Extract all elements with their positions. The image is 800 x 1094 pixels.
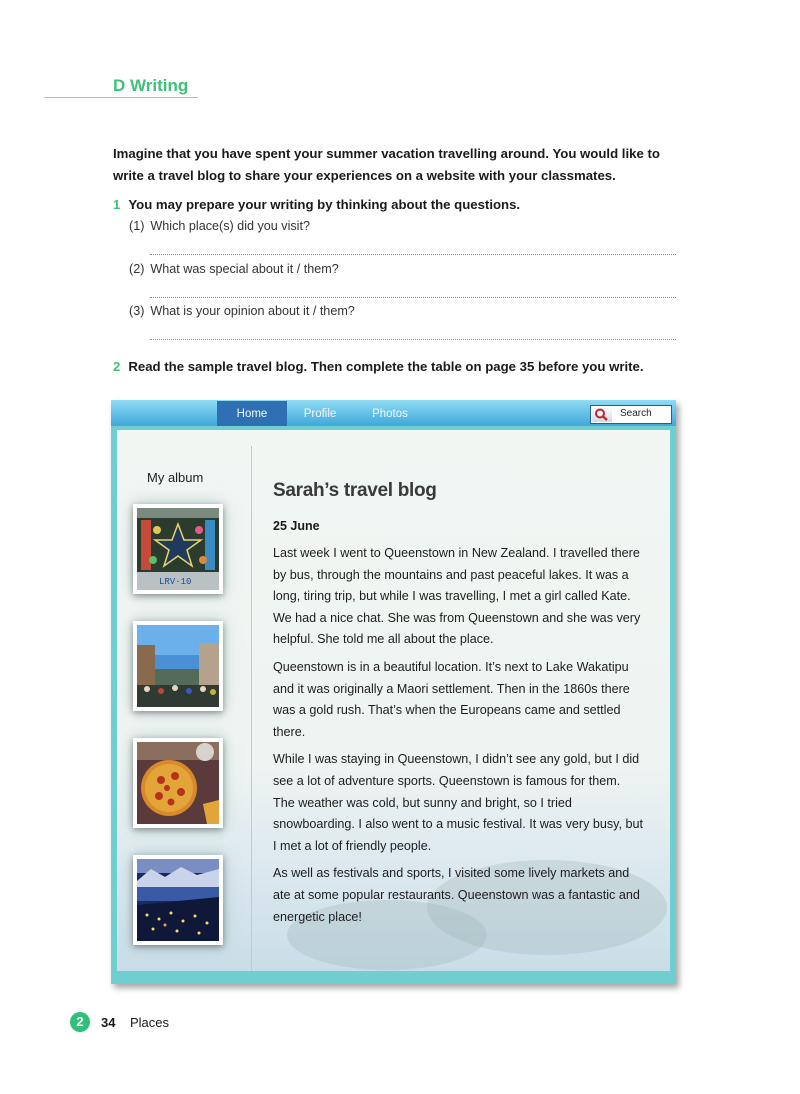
section-rule (44, 97, 198, 98)
search-box[interactable] (590, 405, 672, 424)
blog-window (111, 400, 676, 984)
question-1 (129, 219, 310, 233)
column-divider (251, 446, 252, 971)
footer-section-title: Places (130, 1015, 170, 1030)
answer-line-3[interactable] (150, 339, 676, 340)
intro-line-2: write a travel blog to share your experiences on a website with your classmates. (113, 168, 616, 183)
city-night-lake-photo-icon (137, 859, 219, 941)
question-2-text: What was special about it / them? (150, 262, 339, 276)
question-2-number: (2) (129, 262, 145, 276)
nav-tab-profile[interactable]: Profile (303, 408, 337, 420)
answer-line-1[interactable] (150, 254, 676, 255)
blog-nav-bar (111, 400, 676, 426)
question-3 (129, 304, 355, 318)
street-crowd-photo-icon (137, 625, 219, 707)
section-heading: D Writing (113, 76, 189, 95)
album-photo-4[interactable] (133, 855, 223, 945)
question-1-number: (1) (129, 219, 145, 233)
task-1-number: 1 (113, 197, 121, 212)
blog-paragraph-4: As well as festivals and sports, I visited some lively markets and ate at some popular restaurants. Queenstown was a fantastic and energetic place! (273, 866, 640, 924)
question-3-text: What is your opinion about it / them? (150, 304, 355, 318)
blog-title: Sarah’s travel blog (273, 480, 437, 501)
page-number: 34 (101, 1015, 116, 1030)
album-title: My album (147, 470, 204, 485)
search-label: Search (620, 408, 652, 419)
blog-paragraph-3: While I was staying in Queenstown, I didn’t see any gold, but I did see a lot of adventure sports. Queenstown is famous for them. The weather was cold, but sunny and bright, so I tried snowboarding. I also went to a music festival. It was very busy, but I met a lot of friendly people. (273, 752, 644, 853)
task-2-number: 2 (113, 359, 121, 374)
intro-line-1: Imagine that you have spent your summer vacation travelling around. You would like to (113, 146, 660, 161)
question-3-number: (3) (129, 304, 145, 318)
question-2 (129, 262, 339, 276)
blog-paragraph-2: Queenstown is in a beautiful location. It’s next to Lake Wakatipu and it was originally a Maori settlement. Then in the 1860s there was a gold rush. That’s when the Europeans came and settled there. (273, 659, 630, 739)
task-2-text: Read the sample travel blog. Then complete the table on page 35 before you write. (128, 359, 644, 374)
decorated-car-photo-icon (137, 508, 219, 590)
pizza-photo-icon (137, 742, 219, 824)
blog-date: 25 June (273, 519, 320, 533)
intro-text (113, 143, 673, 187)
task-1-text: You may prepare your writing by thinking about the questions. (128, 197, 521, 212)
answer-line-2[interactable] (150, 297, 676, 298)
task-2 (113, 359, 644, 374)
blog-paragraph-1: Last week I went to Queenstown in New Zealand. I travelled there by bus, through the mountains and past peaceful lakes. It was a long, tiring trip, but while I was travelling, I met a girl called Kate. We had a nice chat. She was from Queenstown and she was very helpful. She told me all about the place. (273, 546, 641, 647)
nav-tab-home[interactable]: Home (217, 401, 287, 426)
task-1 (113, 197, 520, 212)
album-photo-1[interactable] (133, 504, 223, 594)
album-photo-2[interactable] (133, 621, 223, 711)
album-photo-3[interactable] (133, 738, 223, 828)
blog-body (273, 543, 645, 934)
question-1-text: Which place(s) did you visit? (150, 219, 310, 233)
nav-tab-photos[interactable]: Photos (372, 408, 408, 420)
blog-panel (117, 430, 670, 971)
unit-badge: 2 (70, 1012, 90, 1032)
search-icon[interactable] (592, 407, 612, 422)
plate-text: LRV·10 (159, 577, 192, 587)
